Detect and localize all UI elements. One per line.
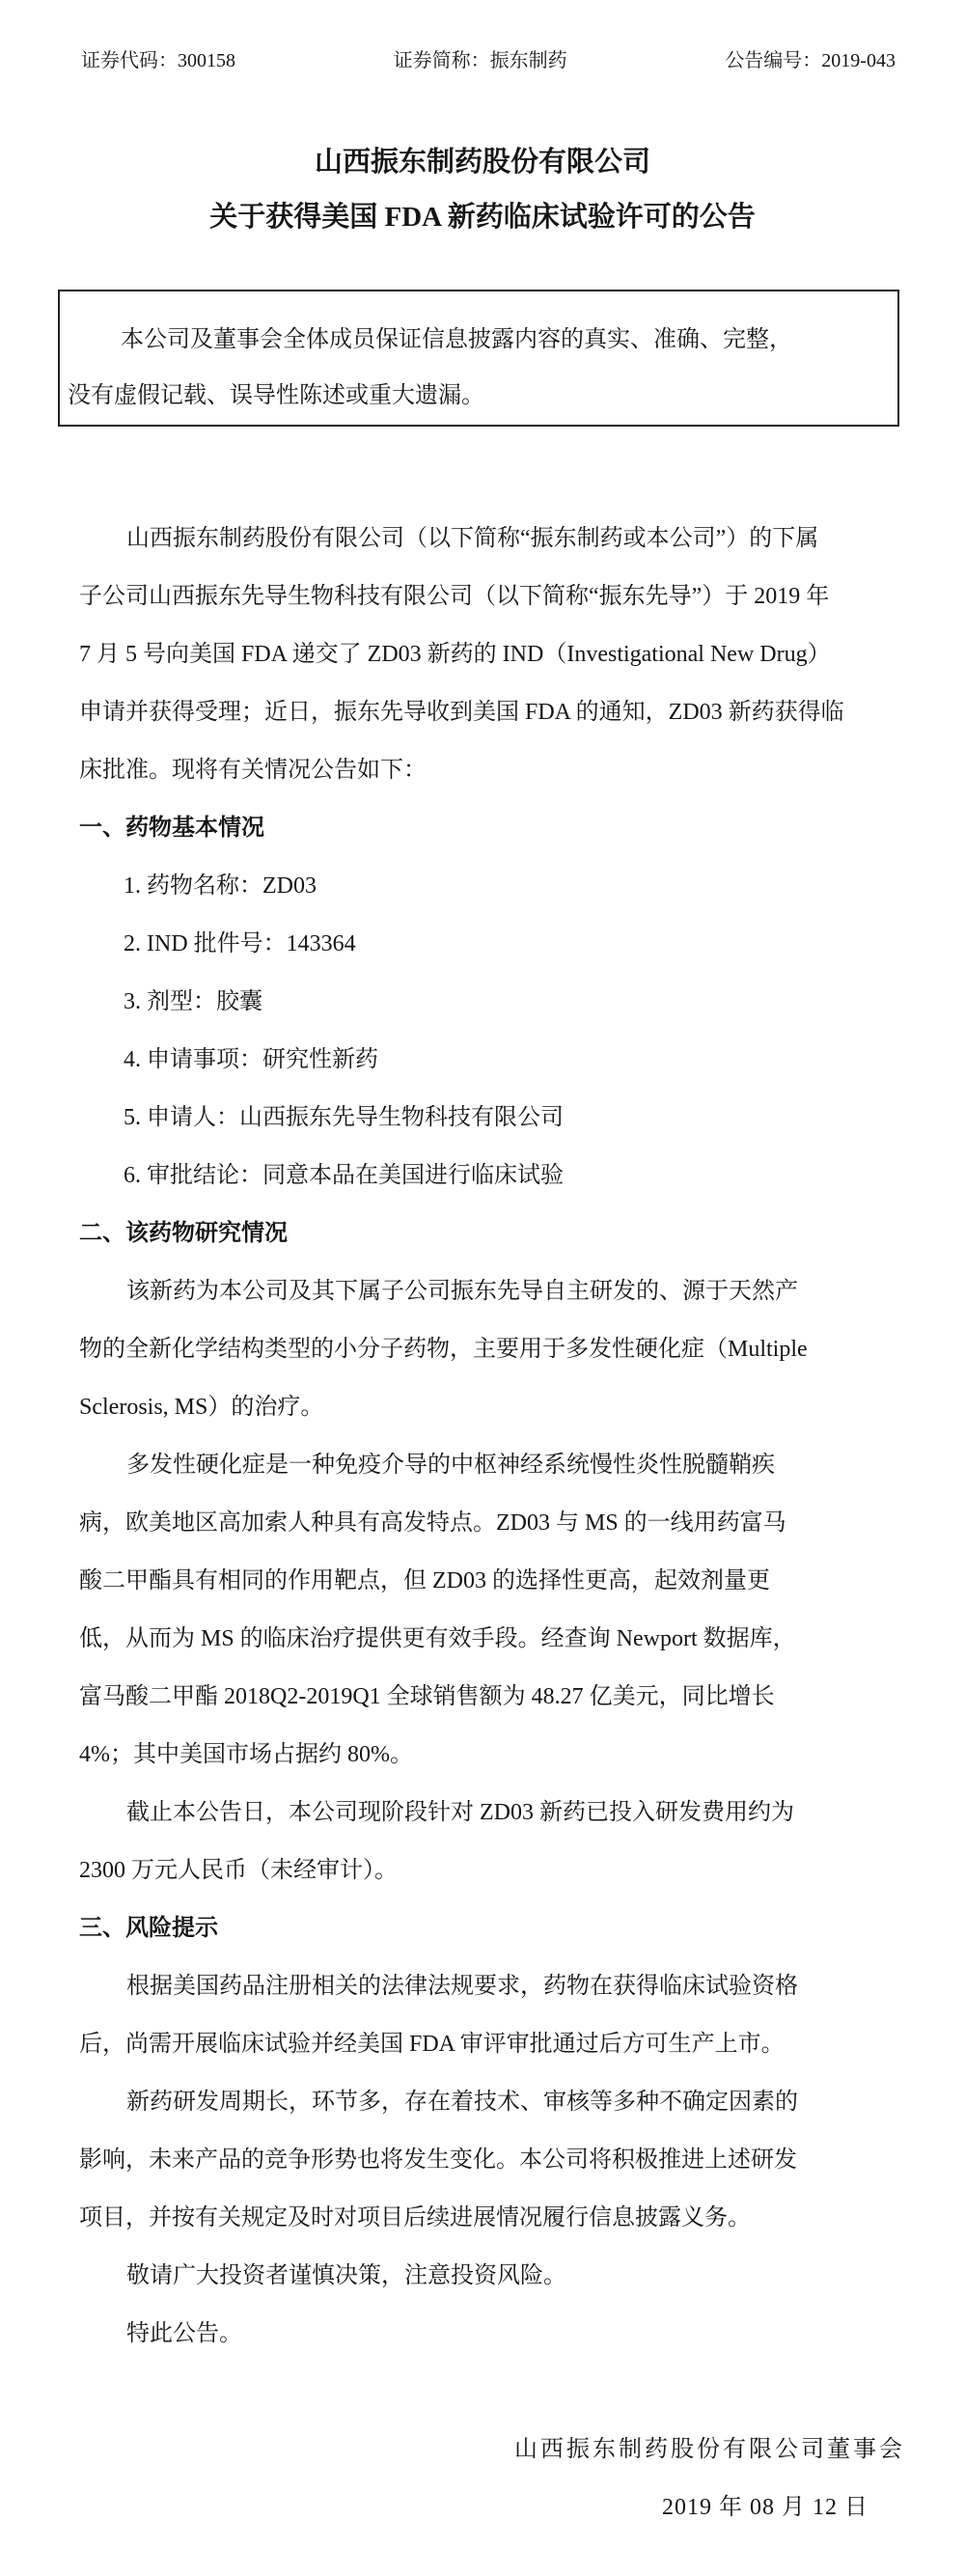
body-line: 该新药为本公司及其下属子公司振东先导自主研发的、源于天然产 bbox=[126, 1279, 798, 1304]
body-line: 后，尚需开展临床试验并经美国 FDA 审评审批通过后方可生产上市。 bbox=[79, 2032, 785, 2057]
list-item: 4. 申请事项：研究性新药 bbox=[124, 1047, 378, 1072]
body-line: 床批准。现将有关情况公告如下： bbox=[79, 758, 427, 783]
body-line: 根据美国药品注册相关的法律法规要求，药物在获得临床试验资格 bbox=[126, 1974, 798, 1999]
announcement-number: 公告编号：2019-043 bbox=[725, 50, 896, 71]
list-item: 5. 申请人：山西振东先导生物科技有限公司 bbox=[124, 1105, 564, 1130]
body-line: 2300 万元人民币（未经审计）。 bbox=[79, 1858, 398, 1883]
body-line: 7 月 5 号向美国 FDA 递交了 ZD03 新药的 IND（Investigational New Drug） bbox=[79, 642, 831, 667]
body-line: 项目，并按有关规定及时对项目后续进展情况履行信息披露义务。 bbox=[79, 2205, 751, 2230]
body-line: 山西振东制药股份有限公司（以下简称“振东制药或本公司”）的下属 bbox=[126, 526, 819, 551]
section-heading: 二、该药物研究情况 bbox=[79, 1221, 288, 1246]
body-line: 截止本公告日，本公司现阶段针对 ZD03 新药已投入研发费用约为 bbox=[126, 1800, 794, 1825]
body-line: 多发性硬化症是一种免疫介导的中枢神经系统慢性炎性脱髓鞘疾 bbox=[126, 1453, 775, 1478]
list-item: 3. 剂型：胶囊 bbox=[124, 989, 262, 1014]
section-heading: 一、药物基本情况 bbox=[79, 816, 264, 841]
section-heading: 三、风险提示 bbox=[79, 1916, 218, 1941]
document-body bbox=[0, 510, 965, 2363]
company-title: 山西振东制药股份有限公司 bbox=[314, 147, 650, 178]
signature-block bbox=[0, 2421, 965, 2536]
body-line: 病，欧美地区高加索人种具有高发特点。ZD03 与 MS 的一线用药富马 bbox=[79, 1510, 786, 1536]
signature-company: 山西振东制药股份有限公司董事会 bbox=[514, 2437, 905, 2462]
body-line: 物的全新化学结构类型的小分子药物，主要用于多发性硬化症（Multiple bbox=[79, 1337, 808, 1362]
body-line: 特此公告。 bbox=[126, 2321, 242, 2346]
body-line: 低，从而为 MS 的临床治疗提供更有效手段。经查询 Newport 数据库， bbox=[79, 1626, 796, 1651]
disclaimer-line: 本公司及董事会全体成员保证信息披露内容的真实、准确、完整， bbox=[121, 327, 792, 352]
body-line: 4%；其中美国市场占据约 80%。 bbox=[79, 1742, 413, 1767]
list-item: 1. 药物名称：ZD03 bbox=[124, 873, 317, 899]
stock-code: 证券代码：300158 bbox=[81, 50, 235, 71]
document-title-block bbox=[0, 135, 965, 245]
body-line: 敬请广大投资者谨慎决策，注意投资风险。 bbox=[126, 2263, 566, 2288]
announcement-subject: 关于获得美国 FDA 新药临床试验许可的公告 bbox=[209, 202, 756, 233]
document-header bbox=[0, 0, 965, 73]
body-line: 子公司山西振东先导生物科技有限公司（以下简称“振东先导”）于 2019 年 bbox=[79, 584, 830, 609]
disclaimer-box bbox=[58, 290, 899, 427]
body-line: 酸二甲酯具有相同的作用靶点，但 ZD03 的选择性更高，起效剂量更 bbox=[79, 1568, 770, 1593]
body-line: Sclerosis, MS）的治疗。 bbox=[79, 1395, 324, 1420]
body-line: 新药研发周期长，环节多，存在着技术、审核等多种不确定因素的 bbox=[126, 2090, 798, 2115]
list-item: 6. 审批结论：同意本品在美国进行临床试验 bbox=[124, 1163, 564, 1188]
body-line: 影响，未来产品的竞争形势也将发生变化。本公司将积极推进上述研发 bbox=[79, 2147, 797, 2173]
list-item: 2. IND 批件号：143364 bbox=[124, 931, 356, 956]
body-line: 富马酸二甲酯 2018Q2-2019Q1 全球销售额为 48.27 亿美元，同比增长 bbox=[79, 1684, 775, 1709]
stock-name: 证券简称：振东制药 bbox=[393, 50, 567, 71]
signature-date: 2019 年 08 月 12 日 bbox=[662, 2495, 868, 2520]
disclaimer-line: 没有虚假记载、误导性陈述或重大遗漏。 bbox=[68, 383, 484, 408]
body-line: 申请并获得受理；近日，振东先导收到美国 FDA 的通知，ZD03 新药获得临 bbox=[79, 700, 844, 725]
